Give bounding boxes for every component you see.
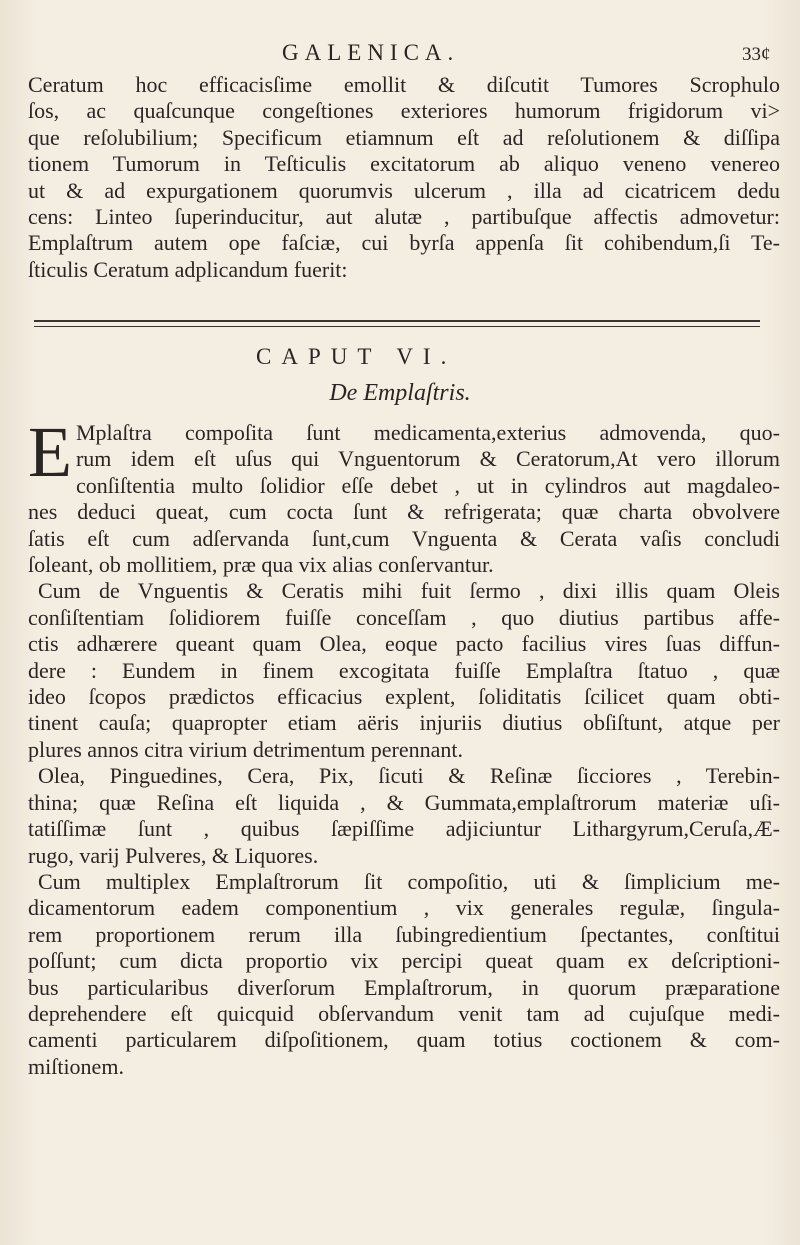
chapter-heading: CAPUT VI. (256, 344, 457, 369)
body-paragraphs (28, 412, 780, 1080)
text-line: Emplaſtrum autem ope faſciæ, cui byrſa appenſa ſit cohibendum,ſi Te- (28, 230, 780, 256)
text-line: poſſunt; cum dicta proportio vix percipi queat quam ex deſcriptioni- (28, 948, 780, 974)
text-line: rum idem eſt uſus qui Vnguentorum & Ceratorum,At vero illorum (75, 446, 780, 472)
text-line: Ceratum hoc efficacisſime emollit & diſcutit Tumores Scrophulo (28, 72, 780, 97)
text-line: cens: Linteo ſuperinducitur, aut alutæ , partibuſque affectis admovetur: (28, 204, 780, 230)
chapter-subtitle: De Emplaſtris. (329, 380, 471, 406)
text-line: conſiſtentia multo ſolidior eſſe debet , ut in cylindros aut magdaleo- (75, 472, 780, 498)
intro-paragraph (28, 72, 780, 283)
text-line: rem proportionem rerum illa ſubingredientium ſpectantes, conſtitui (28, 921, 780, 947)
text-line: Cum de Vnguentis & Ceratis mihi fuit ſermo , dixi illis quam Oleis (38, 578, 780, 604)
text-line: dere : Eundem in finem excogitata fuiſſe Emplaſtra ſtatuo , quæ (28, 657, 780, 683)
text-line: ſos, ac quaſcunque congeſtiones exteriores humorum frigidorum vi> (28, 98, 780, 124)
text-line: ſatis eſt cum adſervanda ſunt,cum Vnguenta & Cerata vaſis concludi (28, 525, 780, 551)
text-line: miſtionem. (28, 1053, 124, 1079)
drop-cap: E (28, 412, 72, 492)
text-line: Olea, Pinguedines, Cera, Pix, ſicuti & Reſinæ ſicciores , Terebin- (38, 763, 780, 789)
text-line: ut & ad expurgationem quorumvis ulcerum , illa ad cicatricem dedu (28, 177, 780, 203)
page-header (0, 40, 800, 70)
section-rule-thin (34, 326, 760, 327)
section-rule-thick (34, 320, 760, 322)
text-line: que reſolubilium; Specificum etiamnum eſt ad reſolutionem & diſſipa (28, 124, 780, 150)
text-line: Cum multiplex Emplaſtrorum ſit compoſitio, uti & ſimplicium me- (38, 868, 780, 894)
text-line: conſiſtentiam ſolidiorem fuiſſe conceſſam , quo diutius partibus affe- (28, 604, 780, 630)
text-line: deprehendere eſt quicquid obſervandum venit tam ad cujuſque medi- (28, 1000, 780, 1026)
page-number: 33¢ (742, 44, 771, 65)
text-line: plures annos citra virium detrimentum perennant. (28, 736, 463, 762)
text-line: ctis adhærere queant quam Olea, eoque pacto facilius vires ſuas diffun- (28, 631, 780, 657)
text-line: Mplaſtra compoſita ſunt medicamenta,exterius admovenda, quo- (75, 420, 780, 445)
text-line: camenti particularem diſpoſitionem, quam totius coctionem & com- (28, 1027, 780, 1053)
running-head: GALENICA. (282, 40, 460, 65)
text-line: tionem Tumorum in Teſticulis excitatorum ab aliquo veneno venereo (28, 151, 780, 177)
text-line: tinent cauſa; quapropter etiam aëris injuriis diutius obſiſtunt, atque per (28, 710, 780, 736)
text-line: bus particularibus diverſorum Emplaſtrorum, in quorum præparatione (28, 974, 780, 1000)
text-line: ſticulis Ceratum adplicandum fuerit: (28, 256, 348, 282)
text-line: nes deduci queat, cum cocta ſunt & refrigerata; quæ charta obvolvere (28, 499, 780, 525)
text-line: ideo ſcopos prædictos efficacius explent, ſoliditatis ſcilicet quam obti- (28, 684, 780, 710)
text-line: dicamentorum eadem componentium , vix generales regulæ, ſingula- (28, 895, 780, 921)
text-line: tatiſſimæ ſunt , quibus ſæpiſſime adjiciuntur Lithargyrum,Ceruſa,Æ- (28, 816, 780, 842)
text-line: rugo, varij Pulveres, & Liquores. (28, 842, 319, 868)
text-line: ſoleant, ob mollitiem, præ qua vix alias conſervantur. (28, 552, 494, 578)
text-line: thina; quæ Reſina eſt liquida , & Gummata,emplaſtrorum materiæ uſi- (28, 789, 780, 815)
